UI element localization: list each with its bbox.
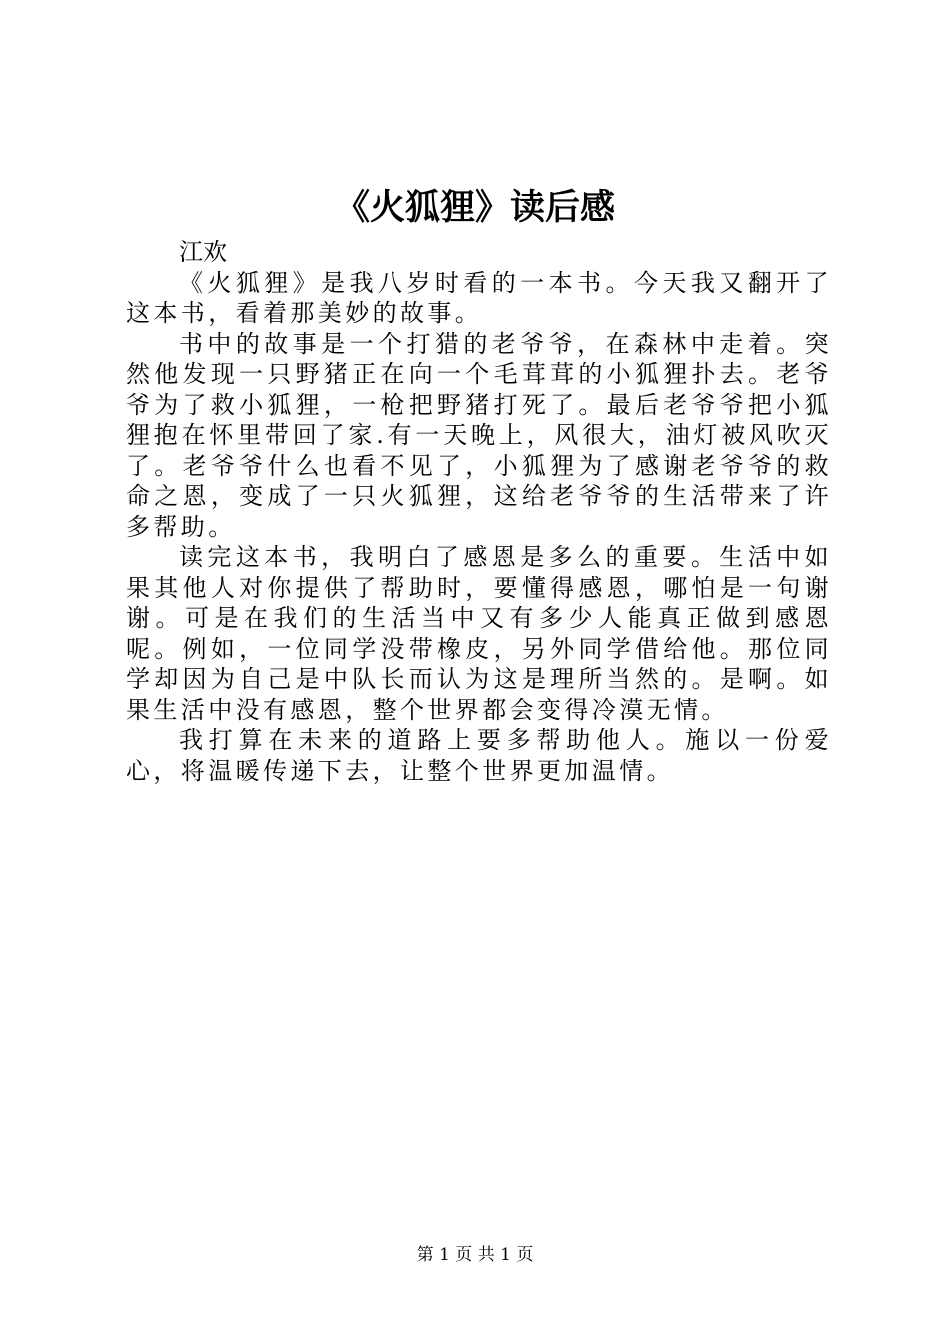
paragraph-3: 读完这本书，我明白了感恩是多么的重要。生活中如果其他人对你提供了帮助时，要懂得感恩，哪怕是一句谢谢。可是在我们的生活当中又有多少人能真正做到感恩呢。例如，一位同学没带橡皮，另外同学借给他。那位同学却因为自己是中队长而认为这是理所当然的。是啊。如果生活中没有感恩，整个世界都会变得冷漠无情。 — [126, 543, 832, 724]
document-title: 《火狐狸》读后感 — [334, 187, 615, 228]
paragraph-1: 《火狐狸》是我八岁时看的一本书。今天我又翻开了这本书，看着那美妙的故事。 — [126, 268, 832, 327]
page-footer: 第 1 页 共 1 页 — [416, 1245, 534, 1265]
paragraph-4: 我打算在未来的道路上要多帮助他人。施以一份爱心，将温暖传递下去，让整个世界更加温情。 — [126, 726, 832, 785]
paragraph-2: 书中的故事是一个打猎的老爷爷，在森林中走着。突然他发现一只野猪正在向一个毛茸茸的小狐狸扑去。老爷爷为了救小狐狸，一枪把野猪打死了。最后老爷爷把小狐狸抱在怀里带回了家.有一天晚上，风很大，油灯被风吹灭了。老爷爷什么也看不见了，小狐狸为了感谢老爷爷的救命之恩，变成了一只火狐狸，这给老爷爷的生活带来了许多帮助。 — [126, 329, 832, 541]
author-name: 江欢 — [179, 238, 227, 266]
document-body — [126, 237, 832, 786]
